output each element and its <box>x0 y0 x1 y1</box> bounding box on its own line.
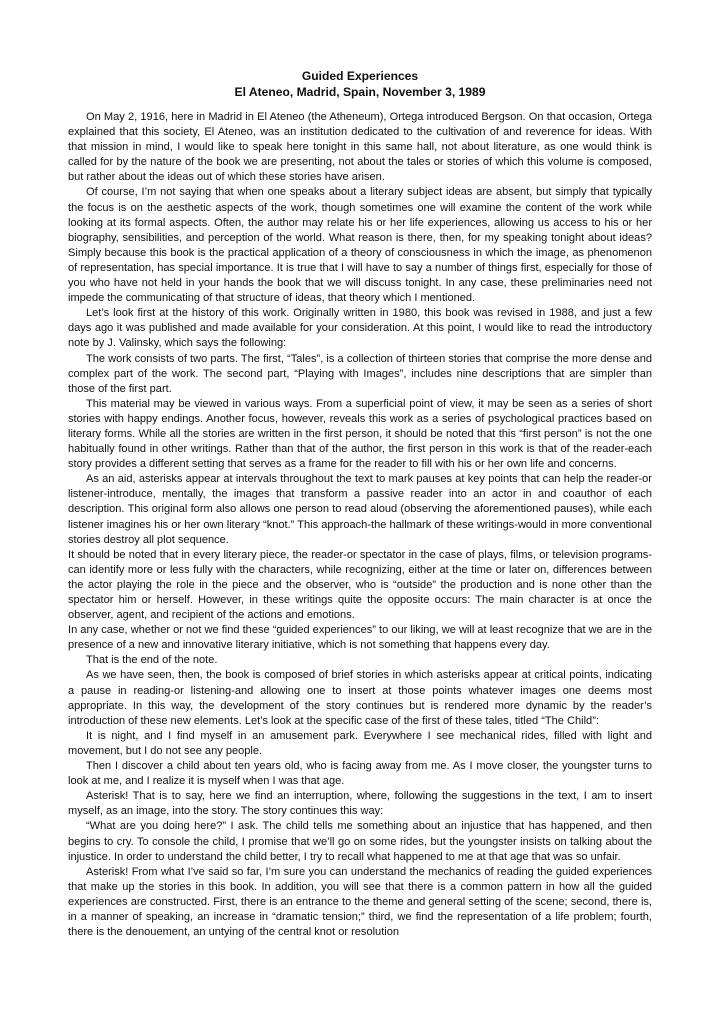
document-title: Guided Experiences <box>301 69 419 83</box>
paragraph: It is night, and I find myself in an amusement park. Everywhere I see mechanical rides, filled with light and movement, but I do not see any people. <box>68 729 652 757</box>
paragraph: This material may be viewed in various ways. From a superficial point of view, it may be seen as a series of short stories with happy endings. Another focus, however, reveals this work as a series of psychological practices based on literary forms. While all the stories are written in the first person, it should be noted that this “first person” is not the one habitually found in other writings. Rather than that of the author, the first person in this work is that of the reader-each story provides a different setting that serves as a frame for the reader to fill with his or her own life and concerns. <box>68 397 652 471</box>
document-subtitle: El Ateneo, Madrid, Spain, November 3, 1989 <box>234 85 486 99</box>
paragraph: On May 2, 1916, here in Madrid in El Ateneo (the Atheneum), Ortega introduced Bergson. On that occasion, Ortega explained that this society, El Ateneo, was an institution dedicated to the cultivation of and reverence for ideas. With that mission in mind, I would like to speak here tonight in this same hall, not about literature, as one would think is called for by the nature of the book we are presenting, not about the tales or stories of which this volume is composed, but rather about the ideas out of which these stories have arisen. <box>68 111 652 184</box>
paragraph: As we have seen, then, the book is composed of brief stories in which asterisks appear at critical points, indicating a pause in reading-or listening-and allowing one to insert at those points whatever images one deems most appropriate. In this way, the development of the story continues but is rendered more dynamic by the reader’s introduction of these new elements. Let’s look at the specific case of the first of these tales, titled “The Child”: <box>68 669 652 727</box>
paragraph: The work consists of two parts. The first, “Tales”, is a collection of thirteen stories that comprise the more dense and complex part of the work. The second part, “Playing with Images”, includes nine descriptions that are simpler than those of the first part. <box>68 352 652 395</box>
paragraph: That is the end of the note. <box>86 654 218 667</box>
document-page <box>68 68 652 1008</box>
document-body <box>68 110 652 940</box>
paragraph: Let’s look first at the history of this work. Originally written in 1980, this book was revised in 1988, and just a few days ago it was published and made available for your consideration. At this point, I would like to read the introductory note by J. Valinsky, which says the following: <box>68 307 652 350</box>
title-block <box>68 68 652 100</box>
paragraph: Of course, I’m not saying that when one speaks about a literary subject ideas are absent, but simply that typically the focus is on the aesthetic aspects of the work, though sometimes one will examine the content of the work while looking at its formal aspects. Often, the author may relate his or her life experiences, allowing us access to his or her biography, sensibilities, and perception of the world. What reason is there, then, for my speaking tonight about ideas? Simply because this book is the practical application of a theory of consciousness in which the image, as phenomenon of representation, has special importance. It is true that I will have to say a number of things first, especially for those of you who have not held in your hands the book that we will discuss tonight. In any case, these preliminaries need not impede the communicating of that structure of ideas, that theory which I mentioned. <box>68 186 652 305</box>
paragraph: Then I discover a child about ten years old, who is facing away from me. As I move closer, the youngster turns to look at me, and I realize it is myself when I was that age. <box>68 760 652 788</box>
paragraph: As an aid, asterisks appear at intervals throughout the text to mark pauses at key points that can help the reader-or listener-introduce, mentally, the images that transform a passive reader into an actor in and coauthor of each description. This original form also allows one person to read aloud (observing the aforementioned pauses), while each listener imagines his or her own literary “knot.” This approach-the hallmark of these writings-would in more conventional stories destroy all plot sequence. <box>68 473 652 546</box>
paragraph: Asterisk! That is to say, here we find an interruption, where, following the suggestions in the text, I am to insert myself, as an image, into the story. The story continues this way: <box>68 790 652 818</box>
paragraph: It should be noted that in every literary piece, the reader-or spectator in the case of plays, films, or television programs-can identify more or less fully with the characters, while recognizing, either at the time or later on, differences between the actor playing the role in the piece and the observer, who is “outside” the production and is none other than the spectator him or herself. However, in these writings quite the opposite occurs: The main character is at once the observer, agent, and recipient of the actions and emotions. <box>68 548 652 622</box>
paragraph: In any case, whether or not we find these “guided experiences” to our liking, we will at least recognize that we are in the presence of a new and innovative literary initiative, which is not something that happens every day. <box>68 624 652 652</box>
paragraph: Asterisk! From what I’ve said so far, I’m sure you can understand the mechanics of reading the guided experiences that make up the stories in this book. In addition, you will see that there is a common pattern in how all the guided experiences are constructed. First, there is an entrance to the theme and general setting of the scene; second, there is, in a manner of speaking, an increase in “dramatic tension;” third, we find the representation of a life problem; fourth, there is the denouement, an untying of the central knot or resolution <box>68 865 652 939</box>
paragraph: “What are you doing here?” I ask. The child tells me something about an injustice that has happened, and then begins to cry. To console the child, I promise that we’ll go on some rides, but the youngster insists on talking about the injustice. In order to understand the child better, I try to recall what happened to me at that age that was so unfair. <box>68 820 652 863</box>
